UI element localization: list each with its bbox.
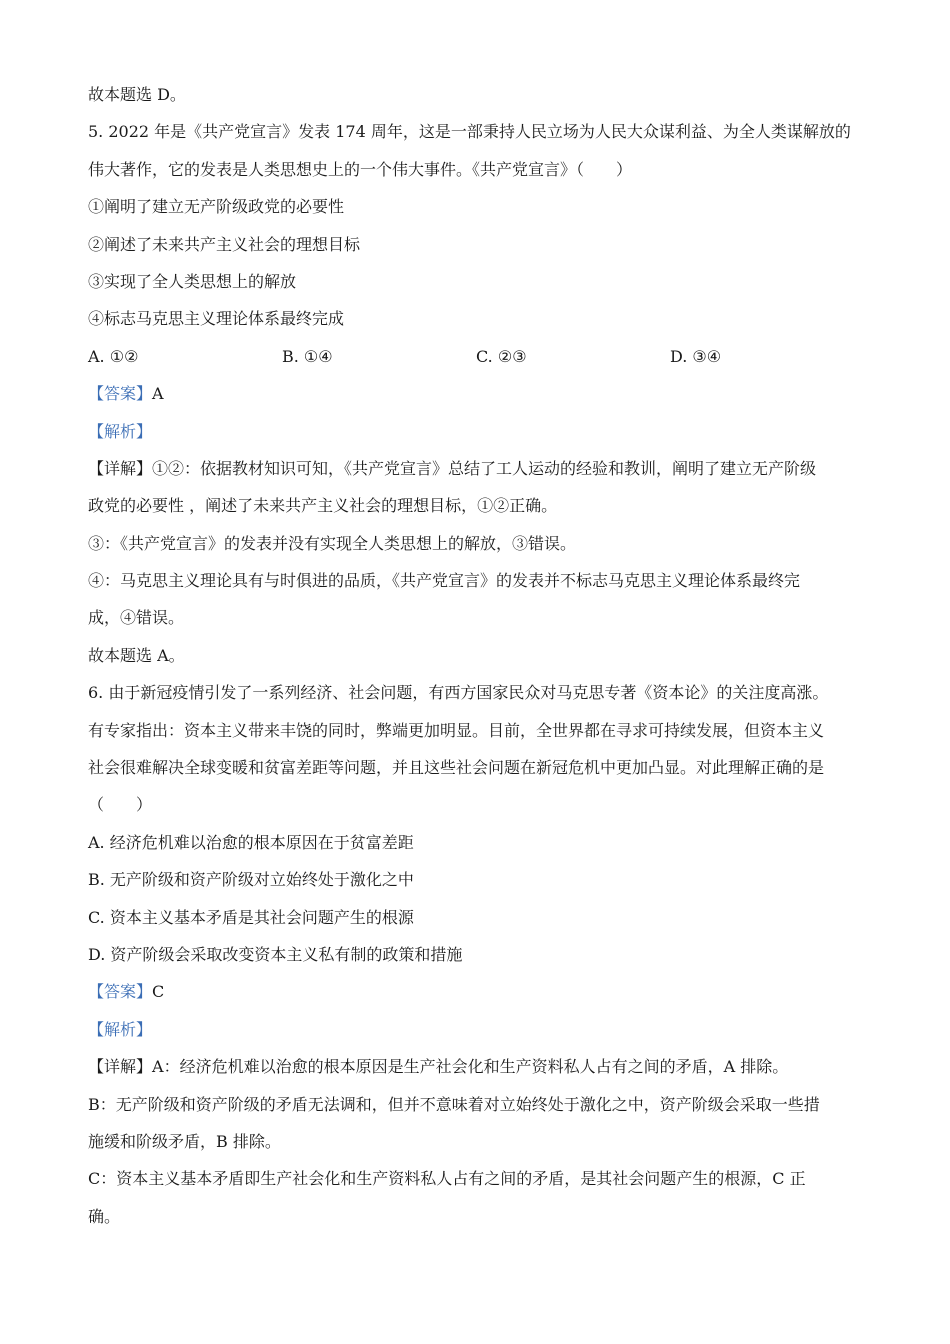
text-line: 故本题选 D。	[88, 85, 186, 104]
option-a: A. ①②	[88, 346, 139, 366]
question-6-option-a: A. 经济危机难以治愈的根本原因在于贫富差距	[88, 832, 414, 852]
question-6-option-b: B. 无产阶级和资产阶级对立始终处于激化之中	[88, 870, 414, 890]
question-6-blank: （ ）	[88, 795, 153, 815]
question-5-stem: 5. 2022 年是《共产党宣言》发表 174 周年，这是一部秉持人民立场为人民大众谋利益、为全人类谋解放的	[88, 122, 851, 142]
answer-value: C	[152, 982, 165, 1002]
question-6-stem-cont: 社会很难解决全球变暖和贫富差距等问题，并且这些社会问题在新冠危机中更加凸显。对此理解正确的是	[88, 758, 825, 778]
text-line: ④：马克思主义理论具有与时俱进的品质，《共产党宣言》的发表并不标志马克思主义理论体系最终完	[88, 571, 801, 591]
answer-value: A	[152, 384, 164, 404]
question-5-analysis-tag	[88, 413, 868, 450]
text-line: C：资本主义基本矛盾即生产社会化和生产资料私人占有之间的矛盾，是其社会问题产生的根源，C 正	[88, 1169, 806, 1189]
option-b: B. ①④	[282, 346, 333, 366]
question-5-options	[88, 338, 868, 375]
question-6-option-c: C. 资本主义基本矛盾是其社会问题产生的根源	[88, 907, 414, 927]
question-6-option-d: D. 资产阶级会采取改变资本主义私有制的政策和措施	[88, 944, 463, 964]
detail-tag: 【详解】	[88, 458, 153, 478]
question-6-stem: 6. 由于新冠疫情引发了一系列经济、社会问题，有西方国家民众对马克思专著《资本论》的关注度高涨。	[88, 683, 829, 703]
text-line: B：无产阶级和资产阶级的矛盾无法调和，但并不意味着对立始终处于激化之中，资产阶级会采取一些措	[88, 1094, 820, 1114]
question-5-statement-4: ④标志马克思主义理论体系最终完成	[88, 309, 345, 329]
question-5-detail	[88, 450, 868, 487]
detail-text: A：经济危机难以治愈的根本原因是生产社会化和生产资料私人占有之间的矛盾，A 排除。	[152, 1057, 789, 1077]
option-d: D. ③④	[670, 346, 722, 366]
answer-tag: 【答案】	[88, 982, 153, 1002]
detail-text: ①②：依据教材知识可知，《共产党宣言》总结了工人运动的经验和教训，阐明了建立无产阶级	[152, 458, 817, 478]
question-5-statement-3: ③实现了全人类思想上的解放	[88, 271, 297, 291]
text-line: 政党的必要性 ，阐述了未来共产主义社会的理想目标，①②正确。	[88, 496, 558, 516]
text-line: 确。	[88, 1206, 121, 1226]
question-6-answer	[88, 973, 868, 1010]
analysis-tag: 【解析】	[88, 421, 153, 441]
answer-tag: 【答案】	[88, 384, 153, 404]
document-page	[88, 76, 868, 1235]
option-c: C. ②③	[476, 346, 527, 366]
question-6-stem-cont: 有专家指出：资本主义带来丰饶的同时，弊端更加明显。目前，全世界都在寻求可持续发展，但资本主义	[88, 720, 825, 740]
question-5-statement-1: ①阐明了建立无产阶级政党的必要性	[88, 197, 345, 217]
question-5-answer	[88, 375, 868, 412]
question-5-statement-2: ②阐述了未来共产主义社会的理想目标	[88, 234, 361, 254]
question-6-analysis-tag	[88, 1011, 868, 1048]
question-5-stem-cont: 伟大著作，它的发表是人类思想史上的一个伟大事件。《共产党宣言》（ ）	[88, 159, 633, 179]
question-6-detail	[88, 1048, 868, 1085]
text-line: ③：《共产党宣言》的发表并没有实现全人类思想上的解放，③错误。	[88, 533, 577, 553]
text-line: 成，④错误。	[88, 608, 185, 628]
text-line: 故本题选 A。	[88, 645, 185, 665]
detail-tag: 【详解】	[88, 1057, 153, 1077]
text-line: 施缓和阶级矛盾，B 排除。	[88, 1131, 281, 1151]
analysis-tag: 【解析】	[88, 1019, 153, 1039]
